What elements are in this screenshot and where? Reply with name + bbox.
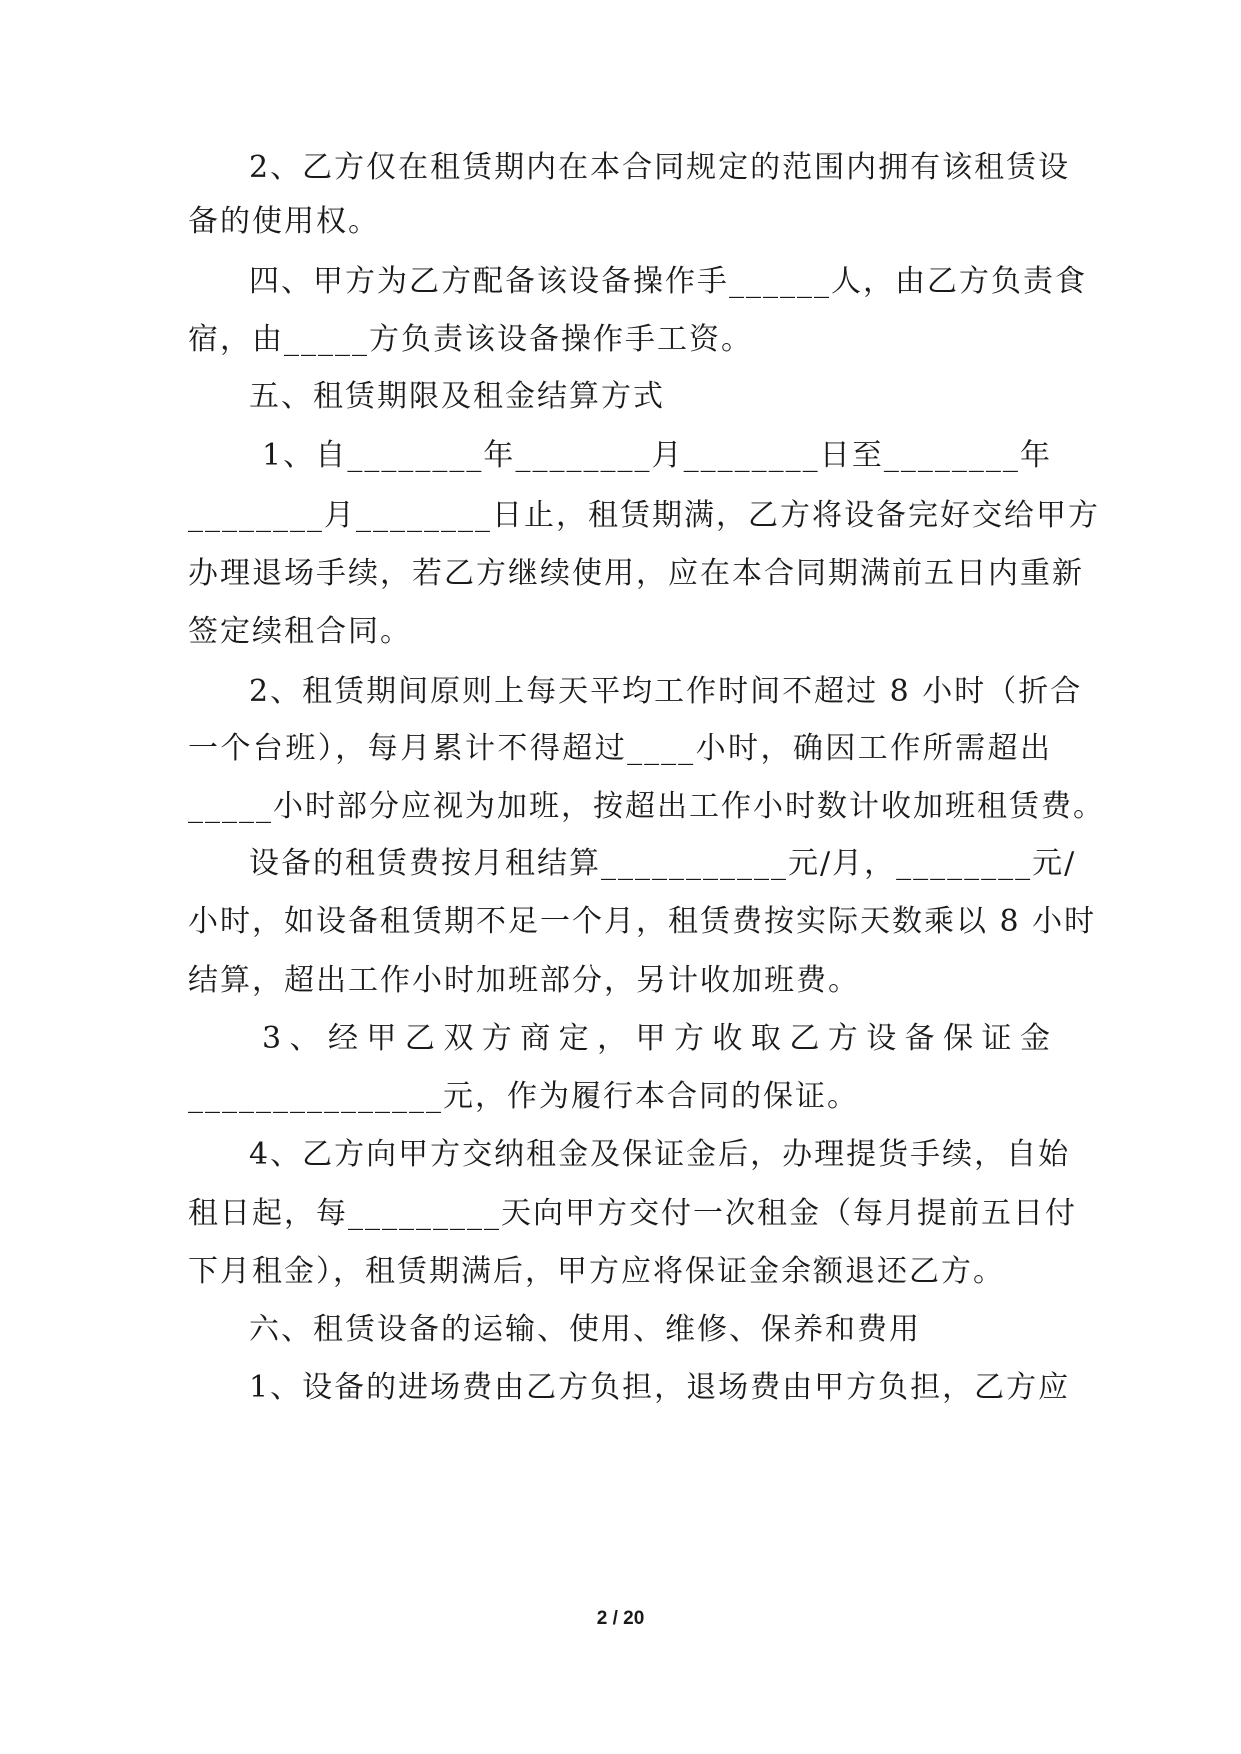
paragraph-line: 4、乙方向甲方交纳租金及保证金后，办理提货手续，自始 [249,1137,1071,1172]
paragraph-line: 办理退场手续，若乙方继续使用，应在本合同期满前五日内重新 [188,556,1084,591]
paragraph-line: 宿，由_____方负责该设备操作手工资。 [188,322,753,357]
paragraph-line: 签定续租合同。 [188,614,412,649]
section-heading: 六、租赁设备的运输、使用、维修、保养和费用 [249,1312,921,1347]
paragraph-line: 结算，超出工作小时加班部分，另计收加班费。 [188,963,860,998]
paragraph-line: 2、租赁期间原则上每天平均工作时间不超过 8 小时（折合 [249,674,1083,709]
paragraph-line: _______________元，作为履行本合同的保证。 [188,1079,859,1114]
paragraph-line: 2、乙方仅在租赁期内在本合同规定的范围内拥有该租赁设 [249,150,1071,185]
paragraph-line: _____小时部分应视为加班，按超出工作小时数计收加班租赁费。 [188,789,1105,824]
paragraph-line: 1、自________年________月________日至________年 [262,438,1052,473]
page-number: 2 / 20 [596,1608,645,1629]
paragraph-line: 3、经甲乙双方商定，甲方收取乙方设备保证金 [262,1021,1052,1056]
section-heading: 五、租赁期限及租金结算方式 [249,379,665,414]
paragraph-line: 四、甲方为乙方配备该设备操作手______人，由乙方负责食 [249,264,1087,299]
paragraph-line: 小时，如设备租赁期不足一个月，租赁费按实际天数乘以 8 小时 [188,904,1097,939]
paragraph-line: ________月________日止，租赁期满，乙方将设备完好交给甲方 [188,498,1100,533]
paragraph-line: 下月租金），租赁期满后，甲方应将保证金余额退还乙方。 [188,1254,1005,1289]
paragraph-line: 租日起，每_________天向甲方交付一次租金（每月提前五日付 [188,1196,1077,1231]
paragraph-line: 1、设备的进场费由乙方负担，退场费由甲方负担，乙方应 [249,1370,1071,1405]
paragraph-line: 备的使用权。 [188,204,380,239]
paragraph-line: 一个台班），每月累计不得超过____小时，确因工作所需超出 [188,731,1052,766]
paragraph-line: 设备的租赁费按月租结算___________元/月，________元/ [249,846,1077,881]
